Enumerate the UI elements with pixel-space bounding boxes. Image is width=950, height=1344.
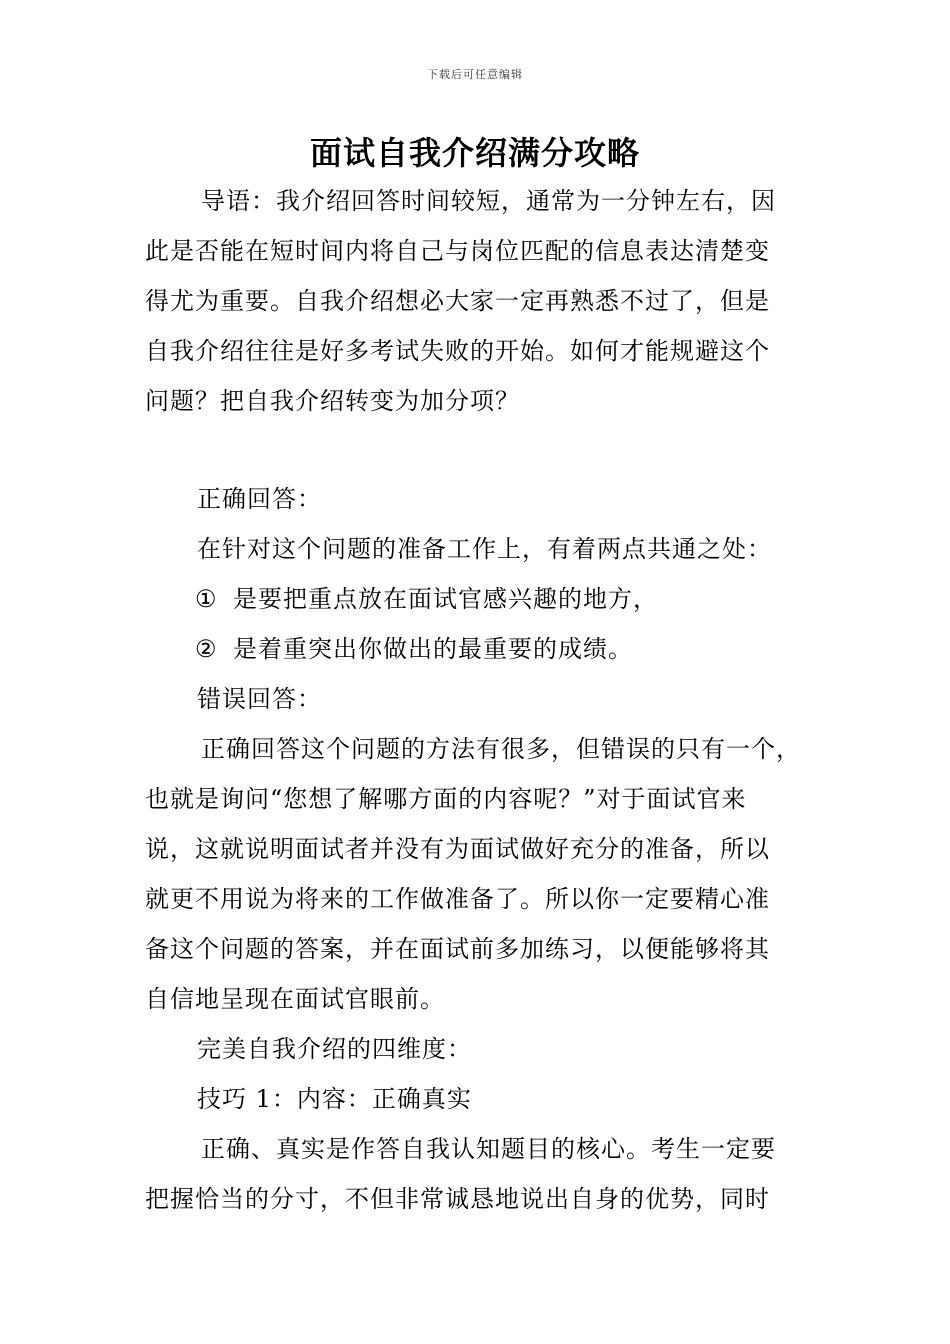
correct-answer-lead: 在针对这个问题的准备工作上，有着两点共通之处： xyxy=(197,535,772,563)
document-title: 面试自我介绍满分攻略 xyxy=(309,134,640,172)
dimensions-heading: 完美自我介绍的四维度： xyxy=(197,1035,472,1063)
wrong-answer-heading: 错误回答： xyxy=(197,685,322,713)
list-item-number: ① xyxy=(195,585,218,613)
list-item xyxy=(145,624,835,674)
intro-paragraph xyxy=(145,176,835,426)
correct-answer-heading: 正确回答： xyxy=(197,485,322,513)
wrong-answer-line: 也就是询问“您想了解哪方面的内容呢？”对于面试官来 xyxy=(145,785,747,813)
tip1-line: 把握恰当的分寸，不但非常诚恳地说出自身的优势，同时 xyxy=(145,1185,770,1213)
wrong-answer-line: 备这个问题的答案，并在面试前多加练习，以便能够将其 xyxy=(145,935,770,963)
wrong-answer-line: 自信地呈现在面试官眼前。 xyxy=(145,985,445,1013)
tip1-line: 正确、真实是作答自我认知题目的核心。考生一定要 xyxy=(201,1135,776,1163)
tip1-paragraph xyxy=(145,1124,835,1224)
intro-line: 自我介绍往往是好多考试失败的开始。如何才能规避这个 xyxy=(145,337,770,365)
intro-line: 得尤为重要。自我介绍想必大家一定再熟悉不过了，但是 xyxy=(145,287,770,315)
wrong-answer-line: 正确回答这个问题的方法有很多，但错误的只有一个， xyxy=(201,735,801,763)
intro-line: 导语：我介绍回答时间较短，通常为一分钟左右，因 xyxy=(201,187,776,215)
wrong-answer-paragraph xyxy=(145,724,835,1024)
list-item-text: 是要把重点放在面试官感兴趣的地方， xyxy=(233,585,658,613)
document-body xyxy=(145,176,835,1224)
tip1-heading: 技巧 1：内容：正确真实 xyxy=(197,1085,472,1113)
header-note: 下载后可任意编辑 xyxy=(427,68,523,81)
blank-line xyxy=(145,426,835,474)
intro-line: 问题？把自我介绍转变为加分项？ xyxy=(145,387,520,415)
wrong-answer-line: 说，这就说明面试者并没有为面试做好充分的准备，所以 xyxy=(145,835,770,863)
list-item-text: 是着重突出你做出的最重要的成绩。 xyxy=(233,635,633,663)
wrong-answer-line: 就更不用说为将来的工作做准备了。所以你一定要精心准 xyxy=(145,885,770,913)
list-item-number: ② xyxy=(195,635,218,663)
intro-line: 此是否能在短时间内将自己与岗位匹配的信息表达清楚变 xyxy=(145,237,770,265)
list-item xyxy=(145,574,835,624)
